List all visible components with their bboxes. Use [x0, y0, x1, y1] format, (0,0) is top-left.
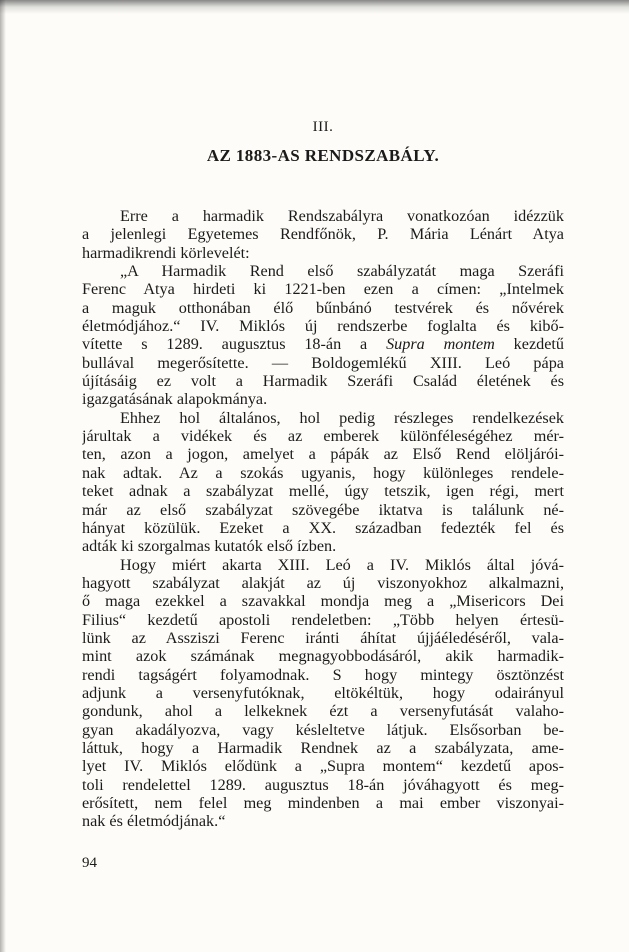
- text-line: erősített, nem felel meg mindenben a mai ember viszonyai-: [82, 794, 564, 812]
- text-line: a maguk otthonában élő bűnbánó testvérek és nővérek: [82, 298, 564, 317]
- page-number: 94: [82, 855, 97, 871]
- text-line: nak adtak. Az a szokás ugyanis, hogy különleges rendele-: [82, 463, 564, 482]
- text-line: már az első szabályzat szövegébe iktatva is találunk né-: [82, 500, 564, 519]
- text-line: vítette s 1289. augusztus 18-án a Supra montem kezdetű: [82, 335, 564, 354]
- text-line: hagyott szabályzat alakját az új viszonyokhoz alkalmazni,: [82, 573, 564, 592]
- text-line: Ferenc Atya hirdeti ki 1221-ben ezen a címen: „Intelmek: [82, 280, 564, 299]
- text-line: Ehhez hol általános, hol pedig részleges rendelkezések: [120, 408, 564, 427]
- text-line: „A Harmadik Rend első szabályzatát maga Szeráfi: [120, 262, 564, 281]
- text-line: lünk az Assziszi Ferenc iránti áhítat újjáéledéséről, vala-: [82, 628, 564, 647]
- text-line: harmadikrendi körlevelét:: [82, 243, 250, 262]
- text-line: Filius“ kezdetű apostoli rendeletben: „Több helyen értesü-: [82, 610, 564, 629]
- text-line: toli rendelettel 1289. augusztus 18-án jóváhagyott és meg-: [82, 775, 564, 794]
- text-line: ten, azon a jogon, amelyet a pápák az Első Rend elöljárói-: [82, 445, 564, 464]
- text-line: újításáig ez volt a Harmadik Szeráfi Család életének és: [82, 372, 564, 391]
- chapter-number: III.: [312, 119, 334, 135]
- text-line: adták ki szorgalmas kutatók első ízben.: [82, 537, 337, 556]
- text-line: a jelenlegi Egyetemes Rendfőnök, P. Mária Lénárt Atya: [82, 225, 564, 244]
- text-line: hányat közülük. Ezeket a XX. században fedezték fel és: [82, 518, 564, 537]
- text-line: igazgatásának alapokmánya.: [82, 390, 268, 409]
- book-page: [82, 0, 564, 952]
- text-line: gondunk, ahol a lelkeknek ézt a versenyfutását valaho-: [82, 702, 564, 721]
- text-line: mint azok számának megnagyobbodásáról, akik harmadik-: [82, 647, 564, 666]
- text-line: gyan akadályozva, vagy késleltetve látjuk. Elsősorban be-: [82, 720, 564, 739]
- text-line: Hogy miért akarta XIII. Leó a IV. Miklós által jóvá-: [120, 555, 564, 574]
- text-line: bullával megerősítette. — Boldogemlékű XIII. Leó pápa: [82, 353, 564, 372]
- scan-left-edge-shadow: [0, 0, 6, 952]
- text-line: nak és életmódjának.“: [82, 812, 226, 831]
- text-line: rendi tagságért folyamodnak. S hogy mintegy ösztönzést: [82, 665, 564, 684]
- text-line: adjunk a versenyfutóknak, eltökéltük, hogy odairányul: [82, 683, 564, 702]
- chapter-title: AZ 1883-AS RENDSZABÁLY.: [206, 146, 440, 165]
- text-line: teket adnak a szabályzat mellé, úgy tetszik, igen régi, mert: [82, 482, 564, 501]
- text-line: ő maga ezekkel a szavakkal mondja meg a „Misericors Dei: [82, 592, 564, 611]
- body-text: [82, 207, 564, 831]
- text-line: életmódjához.“ IV. Miklós új rendszerbe foglalta és kibő-: [82, 317, 564, 336]
- text-line: járultak a vidékek és az emberek különféleségéhez mér-: [82, 427, 564, 446]
- text-line: láttuk, hogy a Harmadik Rendnek az a szabályzata, ame-: [82, 738, 564, 757]
- text-line: Erre a harmadik Rendszabályra vonatkozóan idézzük: [120, 207, 564, 225]
- text-line: lyet IV. Miklós elődünk a „Supra montem“ kezdetű apos-: [82, 757, 564, 776]
